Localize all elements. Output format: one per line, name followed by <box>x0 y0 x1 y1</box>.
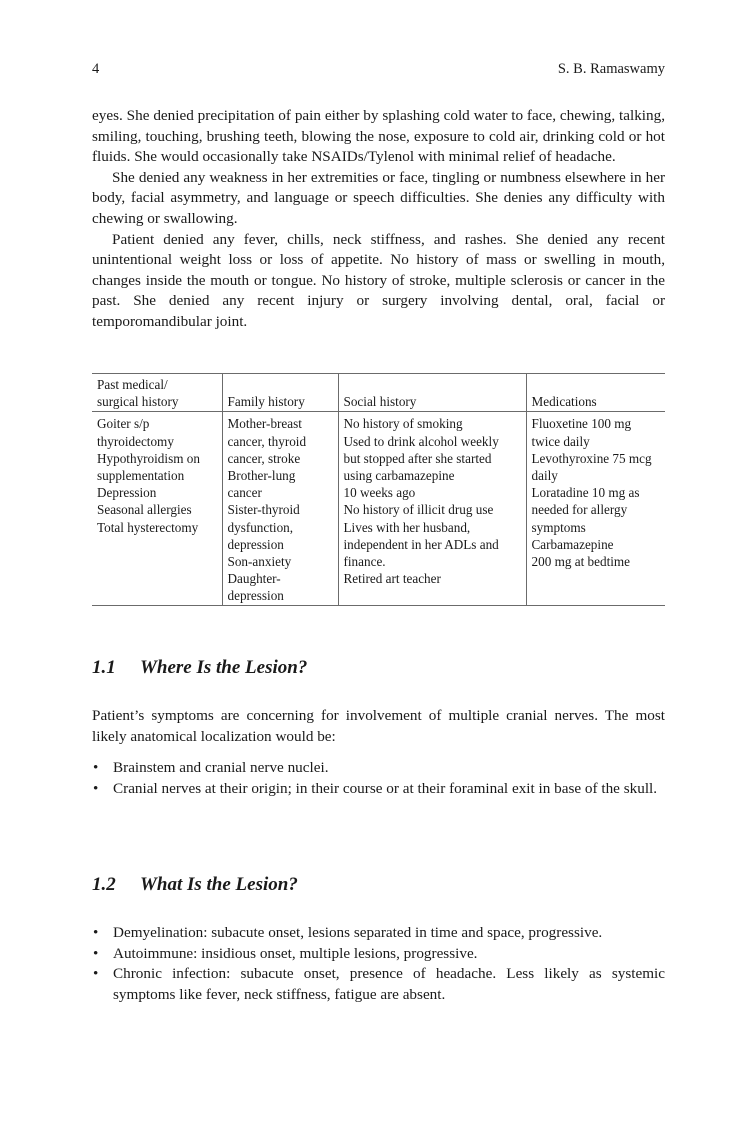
section-title: Where Is the Lesion? <box>140 657 308 678</box>
body-paragraph: eyes. She denied precipitation of pain either by splashing cold water to face, chewing, talking, smiling, touching, brushing teeth, blowing the nose, exposure to cold air, drinking cold or hot fluids. She would occasionally take NSAIDs/Tylenol with minimal relief of headache. <box>92 107 665 166</box>
table-cell <box>92 412 222 605</box>
column-header <box>222 374 338 412</box>
table-cell-line: Fluoxetine 100 mg <box>531 416 632 432</box>
list-item-text: Chronic infection: subacute onset, presence of headache. Less likely as systemic symptoms like fever, neck stiffness, fatigue are absent. <box>113 965 665 1003</box>
bullet-icon: • <box>93 924 99 941</box>
column-header-line: Social history <box>343 394 417 410</box>
table-cell-line: depression <box>227 588 284 604</box>
table-cell-line: Levothyroxine 75 mcg <box>531 450 652 466</box>
table-cell-line: twice daily <box>531 433 590 449</box>
table-cell-line: independent in her ADLs and <box>343 536 499 552</box>
table-cell-line: daily <box>531 468 558 484</box>
section-heading-1-1 <box>92 656 665 680</box>
table-cell-line: No history of illicit drug use <box>343 502 494 518</box>
table-cell-line: cancer, stroke <box>227 450 301 466</box>
table-cell-line: supplementation <box>97 468 185 484</box>
running-head-author: S. B. Ramaswamy <box>557 61 665 77</box>
table-cell-line: cancer <box>227 485 262 501</box>
column-header <box>338 374 526 412</box>
table-cell-line: cancer, thyroid <box>227 433 307 449</box>
table-cell-line: Seasonal allergies <box>97 502 192 518</box>
list-item <box>92 944 665 965</box>
table-cell-line: Daughter- <box>227 571 281 587</box>
column-header-line: surgical history <box>97 394 179 410</box>
table-cell-line: dysfunction, <box>227 519 294 535</box>
table-cell-line: No history of smoking <box>343 416 463 432</box>
table-cell-line: thyroidectomy <box>97 433 174 449</box>
table-cell-line: Hypothyroidism on <box>97 450 200 466</box>
bullet-icon: • <box>93 779 99 797</box>
table-cell-line: depression <box>227 536 284 552</box>
column-header-line: Past medical/ <box>97 377 168 392</box>
table-cell-line: but stopped after she started <box>343 450 492 466</box>
table-cell-line: symptoms <box>531 519 586 535</box>
table-cell <box>222 412 338 605</box>
list-item-text: Demyelination: subacute onset, lesions separated in time and space, progressive. <box>113 924 603 941</box>
localization-list <box>92 758 665 799</box>
section-title: What Is the Lesion? <box>140 874 298 895</box>
table-row <box>92 412 665 605</box>
table-cell <box>526 412 665 605</box>
table-header-row <box>92 374 665 412</box>
column-header-line: Medications <box>531 394 597 410</box>
page-number: 4 <box>92 61 100 77</box>
table-cell-line: Loratadine 10 mg as <box>531 485 640 501</box>
table-cell-line: using carbamazepine <box>343 468 455 484</box>
table-cell-line: Total hysterectomy <box>97 519 199 535</box>
list-item <box>92 758 665 779</box>
list-item-text: Autoimmune: insidious onset, multiple lesions, progressive. <box>113 944 478 962</box>
table-cell-line: Depression <box>97 485 157 501</box>
table-cell-line: Retired art teacher <box>343 571 441 587</box>
column-header <box>526 374 665 412</box>
table-cell-line: Used to drink alcohol weekly <box>343 433 499 449</box>
table-cell-line: Brother-lung <box>227 468 296 484</box>
bullet-icon: • <box>93 944 99 962</box>
table-cell-line: 10 weeks ago <box>343 485 416 501</box>
bullet-icon: • <box>93 965 99 983</box>
table-cell-line: Goiter s/p <box>97 416 150 432</box>
table-cell-line: finance. <box>343 554 386 570</box>
section-number: 1.1 <box>92 657 116 678</box>
column-header-line: Family history <box>227 394 305 410</box>
history-narrative <box>92 106 665 333</box>
section-heading-1-2 <box>92 873 665 897</box>
patient-history-table <box>92 373 665 606</box>
table-cell-line: needed for allergy <box>531 502 628 518</box>
table-cell-line: Sister-thyroid <box>227 502 300 518</box>
list-item-text: Cranial nerves at their origin; in their course or at their foraminal exit in base of the skull. <box>113 779 658 797</box>
list-item <box>92 779 665 800</box>
table-cell-line: Mother-breast <box>227 416 302 432</box>
table-cell <box>338 412 526 605</box>
column-header <box>92 374 222 412</box>
section-number: 1.2 <box>92 874 116 895</box>
bullet-icon: • <box>93 759 99 776</box>
table-cell-line: Lives with her husband, <box>343 519 471 535</box>
list-item <box>92 964 665 1005</box>
body-paragraph: Patient denied any fever, chills, neck stiffness, and rashes. She denied any recent unintentional weight loss or loss of appetite. No history of mass or swelling in mouth, changes inside the mouth or tongue. No history of stroke, multiple sclerosis or cancer in the past. She denied any recent injury or surgery involving dental, oral, facial or temporomandibular joint. <box>92 230 665 330</box>
table-cell-line: Son-anxiety <box>227 554 292 570</box>
list-item-text: Brainstem and cranial nerve nuclei. <box>113 759 329 776</box>
list-item <box>92 923 665 944</box>
section-intro-paragraph: Patient’s symptoms are concerning for involvement of multiple cranial nerves. The most likely anatomical localization would be: <box>92 707 665 745</box>
body-paragraph: She denied any weakness in her extremities or face, tingling or numbness elsewhere in her body, facial asymmetry, and language or speech difficulties. She denies any difficulty with chewing or swallowing. <box>92 168 665 227</box>
table-cell-line: Carbamazepine <box>531 536 614 552</box>
table-cell-line: 200 mg at bedtime <box>531 554 631 570</box>
differential-list <box>92 923 665 1005</box>
